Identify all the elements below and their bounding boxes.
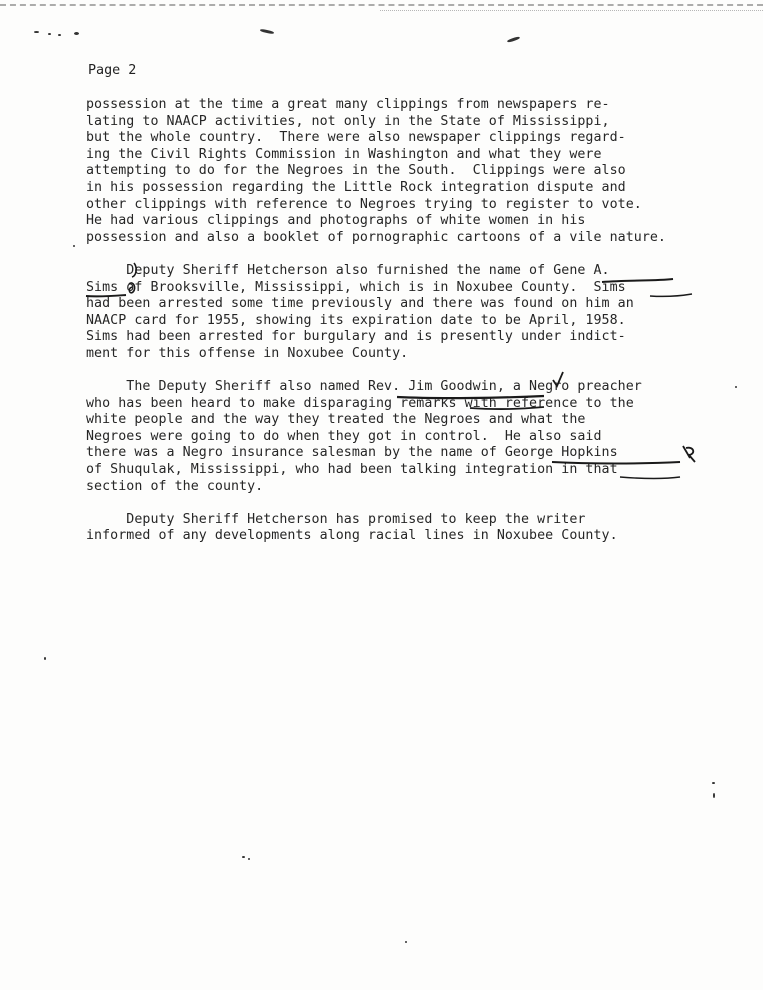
paragraph-goodwin-hopkins [86, 379, 746, 495]
text-line: had been arrested some time previously and there was found on him an [86, 296, 634, 312]
text-line: NAACP card for 1955, showing its expiration date to be April, 1958. [86, 312, 626, 328]
memo-body [86, 97, 746, 545]
scan-speck [507, 36, 520, 43]
scan-speck [74, 32, 79, 35]
scan-speck [44, 657, 46, 660]
text-line: Deputy Sheriff Hetcherson also furnished the name of Gene A. [86, 262, 610, 278]
text-line: of Shuqulak, Mississippi, who had been talking integration in that [86, 462, 618, 478]
text-line: lating to NAACP activities, not only in the State of Mississippi, [86, 113, 610, 129]
text-line: attempting to do for the Negroes in the South. Clippings were also [86, 163, 626, 179]
text-line: Deputy Sheriff Hetcherson has promised to keep the writer [86, 511, 586, 527]
text-line: section of the county. [86, 478, 264, 494]
text-line: there was a Negro insurance salesman by the name of George Hopkins [86, 445, 618, 461]
text-line: ment for this offense in Noxubee County. [86, 345, 409, 361]
scan-speck [242, 856, 245, 858]
scan-speck [34, 31, 39, 33]
paragraph-closing [86, 512, 746, 545]
scan-speck [248, 858, 250, 860]
text-line: white people and the way they treated the Negroes and what the [86, 412, 586, 428]
text-line: Negroes were going to do when they got in control. He also said [86, 428, 602, 444]
scan-speck [48, 33, 51, 35]
top-edge-dotted-rule [380, 10, 763, 11]
scan-speck [58, 34, 61, 36]
text-line: in his possession regarding the Little Rock integration dispute and [86, 179, 626, 195]
text-line: The Deputy Sheriff also named Rev. Jim Goodwin, a Negro preacher [86, 379, 642, 395]
text-line: but the whole country. There were also newspaper clippings regard- [86, 130, 626, 146]
text-line: ing the Civil Rights Commission in Washington and what they were [86, 146, 602, 162]
text-line: He had various clippings and photographs of white women in his [86, 213, 586, 229]
text-line: possession at the time a great many clippings from newspapers re- [86, 97, 610, 112]
scan-speck [713, 793, 715, 798]
text-line: informed of any developments along racial lines in Noxubee County. [86, 528, 618, 544]
text-line: possession and also a booklet of pornographic cartoons of a vile nature. [86, 229, 666, 245]
scan-speck [73, 245, 75, 247]
text-line: other clippings with reference to Negroes trying to register to vote. [86, 196, 642, 212]
scan-speck [405, 941, 407, 943]
scan-speck [260, 29, 274, 35]
text-line: Sims had been arrested for burgulary and is presently under indict- [86, 329, 626, 345]
top-edge-rule [0, 4, 763, 6]
page-number: Page 2 [88, 63, 137, 78]
scan-speck [712, 782, 715, 784]
paragraph-gene-sims [86, 263, 746, 363]
text-line: Sims of Brooksville, Mississippi, which is in Noxubee County. Sims [86, 279, 626, 295]
paragraph-possession [86, 97, 746, 246]
text-line: who has been heard to make disparaging remarks with reference to the [86, 395, 634, 411]
